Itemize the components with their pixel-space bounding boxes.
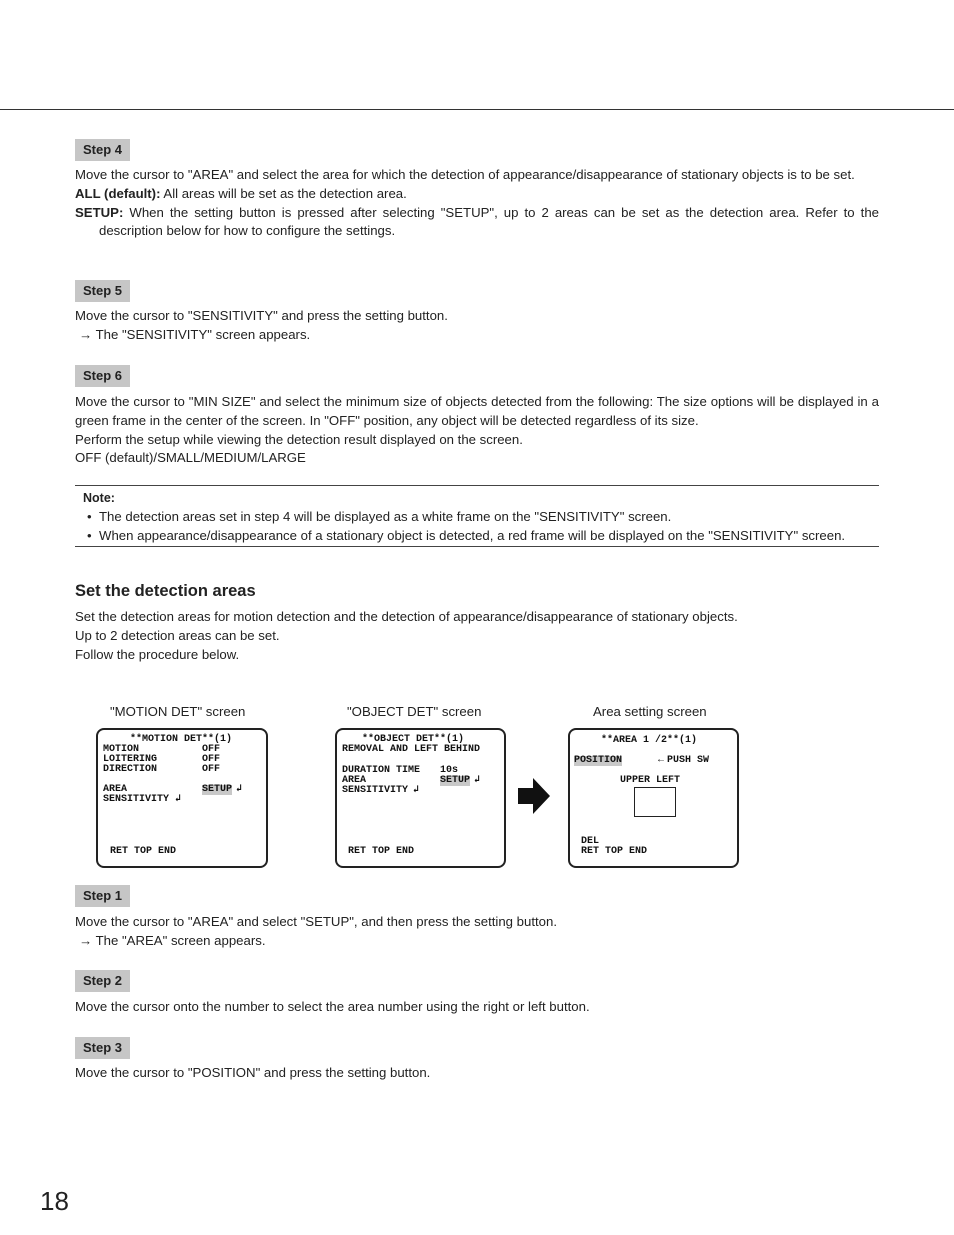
screen-title: **AREA 1 /2**(1): [601, 735, 698, 746]
screen-footer[interactable]: RET TOP END: [581, 846, 648, 857]
push-sw-text: PUSH SW: [667, 755, 710, 766]
right-arrow-icon: [518, 778, 551, 814]
motion-label: MOTION: [103, 744, 140, 755]
motion-det-caption: "MOTION DET" screen: [110, 704, 246, 719]
screen-title: **MOTION DET**(1): [130, 734, 233, 745]
section-heading: Set the detection areas: [75, 582, 256, 600]
step-5-body: [75, 307, 879, 345]
step-3-body: [75, 1064, 879, 1083]
screen-title: **OBJECT DET**(1): [362, 734, 465, 745]
step-2-label: Step 2: [75, 970, 130, 992]
step-1-text: Move the cursor to "AREA" and select "SETUP", and then press the setting button.: [75, 914, 558, 929]
step-6-options: OFF (default)/SMALL/MEDIUM/LARGE: [75, 450, 306, 466]
direction-label: DIRECTION: [103, 764, 158, 775]
step-1-result: → The "AREA" screen appears.: [79, 932, 266, 948]
step-1-body: [75, 913, 879, 951]
position-item[interactable]: POSITION: [574, 755, 623, 766]
object-det-caption: "OBJECT DET" screen: [347, 704, 482, 719]
upper-left-text: UPPER LEFT: [620, 775, 681, 786]
screen-footer[interactable]: RET TOP END: [110, 846, 177, 857]
enter-arrow-icon: ↲: [236, 784, 243, 795]
section-text: Set the detection areas for motion detection and the detection of appearance/disappearance of stationary objects.: [75, 609, 738, 624]
step-3-text: Move the cursor to "POSITION" and press the setting button.: [75, 1065, 431, 1080]
step-4-text: Move the cursor to "AREA" and select the area for which the detection of appearance/disappearance of stationary objects is to be set.: [75, 167, 855, 182]
area-label: AREA: [103, 784, 128, 795]
step-2-body: [75, 998, 879, 1017]
note-item: • When appearance/disappearance of a stationary object is detected, a red frame will be displayed on the "SENSITIVITY" screen.: [87, 527, 879, 546]
enter-arrow-icon: ↲: [474, 775, 481, 786]
motion-det-screen: [96, 728, 268, 868]
direction-value: OFF: [202, 764, 221, 775]
screen-footer[interactable]: RET TOP END: [348, 846, 415, 857]
setup-term: SETUP:: [75, 204, 124, 220]
loitering-label: LOITERING: [103, 754, 158, 765]
step-1-label: Step 1: [75, 885, 130, 907]
step-6-text: Move the cursor to "MIN SIZE" and select the minimum size of objects detected from the following: The size options will be displayed in a green frame in the center of the screen. In "OFF" position, any object will be detected regardless of its size.: [75, 394, 879, 428]
object-det-screen: [335, 728, 506, 868]
step-3-label: Step 3: [75, 1037, 130, 1059]
del-item[interactable]: DEL: [581, 836, 600, 847]
area-setting-caption: Area setting screen: [593, 704, 707, 719]
step-2-text: Move the cursor onto the number to select the area number using the right or left button.: [75, 999, 590, 1014]
step-4-body: [75, 166, 879, 241]
note-list: [75, 508, 879, 546]
setup-text: When the setting button is pressed after selecting "SETUP", up to 2 areas can be set as the detection area. Refer to the description below for how to configure the settings.: [99, 204, 879, 239]
left-arrow-icon: ←: [658, 755, 665, 766]
note-item: • The detection areas set in step 4 will be displayed as a white frame on the "SENSITIVITY" screen.: [87, 508, 879, 527]
all-text: All areas will be set as the detection area.: [160, 185, 407, 201]
enter-arrow-icon: ↲: [413, 785, 420, 796]
step-4-all: [75, 185, 879, 204]
duration-value[interactable]: 10s: [440, 765, 459, 776]
page-number: 18: [40, 1186, 69, 1216]
enter-arrow-icon: ↲: [175, 794, 182, 805]
sensitivity-label[interactable]: SENSITIVITY: [103, 794, 170, 805]
section-text-3: Follow the procedure below.: [75, 646, 240, 662]
step-6-body: [75, 393, 879, 468]
area-setup-value[interactable]: SETUP: [202, 784, 233, 795]
note-box: [75, 485, 879, 547]
area-setting-screen: [568, 728, 739, 868]
step-5-label: Step 5: [75, 280, 130, 302]
step-4-label: Step 4: [75, 139, 130, 161]
sensitivity-label[interactable]: SENSITIVITY: [342, 785, 409, 796]
all-term: ALL (default):: [75, 185, 161, 201]
motion-value: OFF: [202, 744, 221, 755]
step-5-result: → The "SENSITIVITY" screen appears.: [79, 326, 311, 342]
step-6-text-2: Perform the setup while viewing the detection result displayed on the screen.: [75, 431, 523, 447]
area-setup-value[interactable]: SETUP: [440, 775, 471, 786]
step-4-setup: [75, 204, 879, 242]
removal-label: REMOVAL AND LEFT BEHIND: [342, 744, 481, 755]
step-6-label: Step 6: [75, 365, 130, 387]
section-text-2: Up to 2 detection areas can be set.: [75, 627, 280, 643]
step-5-text: Move the cursor to "SENSITIVITY" and press the setting button.: [75, 308, 448, 323]
area-label: AREA: [342, 775, 367, 786]
header-rule: [0, 109, 954, 110]
note-title: Note:: [83, 491, 115, 505]
loitering-value: OFF: [202, 754, 221, 765]
area-frame-box[interactable]: [634, 787, 676, 817]
duration-label: DURATION TIME: [342, 765, 421, 776]
section-body: [75, 608, 879, 664]
